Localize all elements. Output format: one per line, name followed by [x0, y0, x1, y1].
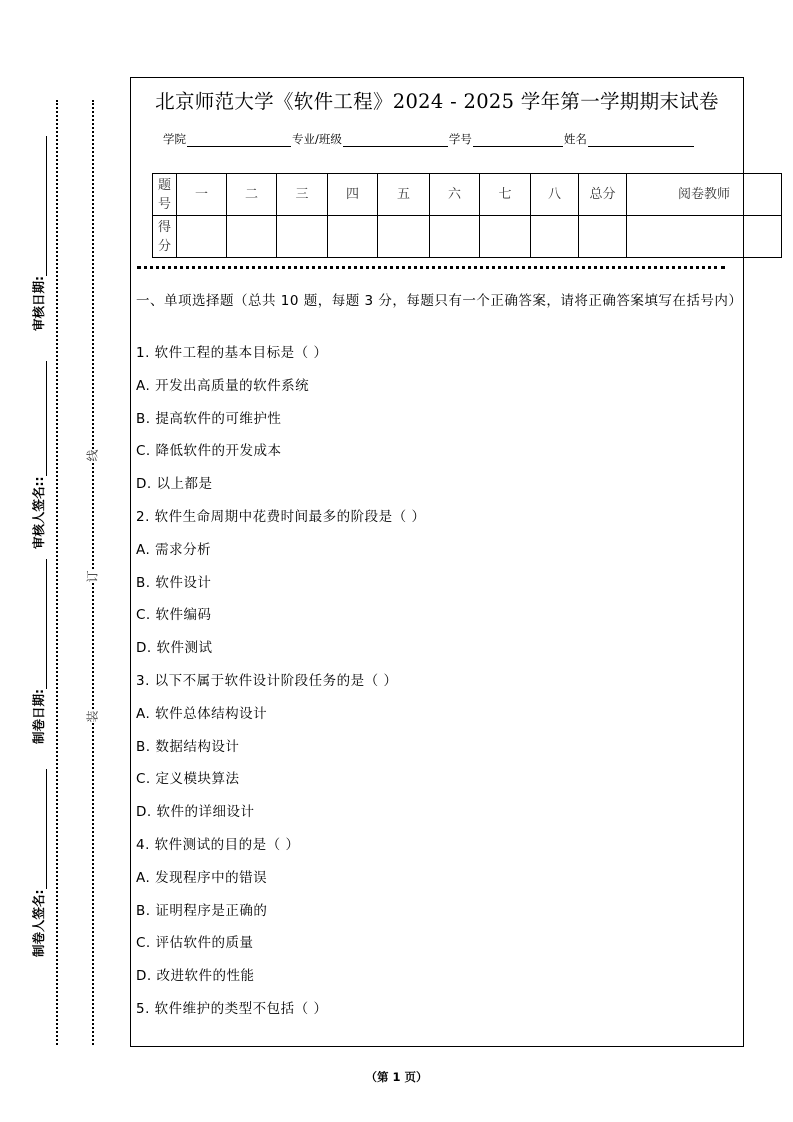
answer-option[interactable]: C. 评估软件的质量 — [136, 935, 254, 952]
field-label-student-id: 学号 — [448, 132, 472, 146]
student-info-row — [163, 131, 695, 147]
answer-option[interactable]: B. 数据结构设计 — [136, 738, 240, 755]
score-cell — [531, 216, 579, 258]
paper-maker-signature-field — [29, 757, 47, 957]
binding-char: 线 — [85, 449, 100, 462]
major-blank[interactable] — [343, 132, 448, 147]
reviewer-signature-field — [29, 349, 47, 549]
dotted-divider — [137, 266, 725, 269]
answer-option[interactable]: D. 改进软件的性能 — [136, 968, 255, 985]
binding-char: 装 — [85, 710, 100, 723]
paper-maker-signature-label: 制卷人签名: — [31, 889, 46, 957]
row-label-question: 题号 — [153, 174, 177, 216]
col-header: 六 — [430, 174, 480, 216]
row-label-score: 得分 — [153, 216, 177, 258]
paper-date-field — [29, 544, 47, 744]
answer-option[interactable]: C. 定义模块算法 — [136, 771, 240, 788]
answer-option[interactable]: A. 软件总体结构设计 — [136, 705, 268, 722]
signature-line — [34, 362, 47, 477]
col-header: 阅卷教师 — [627, 174, 782, 216]
answer-option[interactable]: D. 软件测试 — [136, 640, 213, 657]
student-id-blank[interactable] — [473, 132, 563, 147]
col-header: 二 — [227, 174, 277, 216]
answer-option[interactable]: C. 软件编码 — [136, 607, 212, 624]
col-header: 五 — [378, 174, 430, 216]
review-date-label: 审核日期: — [31, 276, 46, 331]
field-label-major: 专业/班级 — [292, 132, 342, 146]
score-cell — [430, 216, 480, 258]
answer-option[interactable]: B. 提高软件的可维护性 — [136, 410, 282, 427]
name-blank[interactable] — [588, 132, 694, 147]
answer-option[interactable]: A. 开发出高质量的软件系统 — [136, 377, 310, 394]
score-cell — [227, 216, 277, 258]
reviewer-signature-label: 审核人签名:: — [31, 476, 46, 549]
score-cell — [378, 216, 430, 258]
question: 3. 以下不属于软件设计阶段任务的是（ ） — [136, 672, 398, 689]
signature-line — [34, 770, 47, 890]
field-label-name: 姓名 — [563, 132, 587, 146]
dotted-binding-line — [56, 100, 58, 1045]
answer-option[interactable]: C. 降低软件的开发成本 — [136, 443, 282, 460]
binding-char: 订 — [85, 570, 100, 583]
question-list — [136, 337, 425, 1026]
paper-date-label: 制卷日期: — [31, 689, 46, 744]
question: 4. 软件测试的目的是（ ） — [136, 836, 300, 853]
college-blank[interactable] — [187, 132, 291, 147]
review-date-field — [29, 131, 47, 331]
answer-option[interactable]: D. 软件的详细设计 — [136, 804, 255, 821]
score-cell — [177, 216, 227, 258]
exam-title: 北京师范大学《软件工程》2024 - 2025 学年第一学期期末试卷 — [155, 90, 719, 113]
col-header: 八 — [531, 174, 579, 216]
answer-option[interactable]: A. 需求分析 — [136, 541, 212, 558]
question: 2. 软件生命周期中花费时间最多的阶段是（ ） — [136, 508, 426, 525]
page-number: （第 1 页） — [365, 1070, 428, 1084]
answer-option[interactable]: A. 发现程序中的错误 — [136, 869, 268, 886]
answer-option[interactable]: B. 软件设计 — [136, 574, 212, 591]
score-table — [152, 173, 782, 258]
signature-line — [34, 136, 47, 276]
question: 5. 软件维护的类型不包括（ ） — [136, 1000, 328, 1017]
score-cell — [579, 216, 627, 258]
section-intro: 一、单项选择题（总共 10 题，每题 3 分，每题只有一个正确答案，请将正确答案填写在括号内） — [136, 293, 743, 309]
col-header: 三 — [277, 174, 328, 216]
col-header: 一 — [177, 174, 227, 216]
score-cell — [480, 216, 531, 258]
col-header: 七 — [480, 174, 531, 216]
signature-line — [34, 559, 47, 689]
answer-option[interactable]: B. 证明程序是正确的 — [136, 902, 268, 919]
score-cell — [328, 216, 378, 258]
col-header: 四 — [328, 174, 378, 216]
answer-option[interactable]: D. 以上都是 — [136, 476, 213, 493]
score-cell — [277, 216, 328, 258]
field-label-college: 学院 — [163, 132, 186, 146]
score-cell — [627, 216, 782, 258]
col-header: 总分 — [579, 174, 627, 216]
question: 1. 软件工程的基本目标是（ ） — [136, 345, 328, 361]
